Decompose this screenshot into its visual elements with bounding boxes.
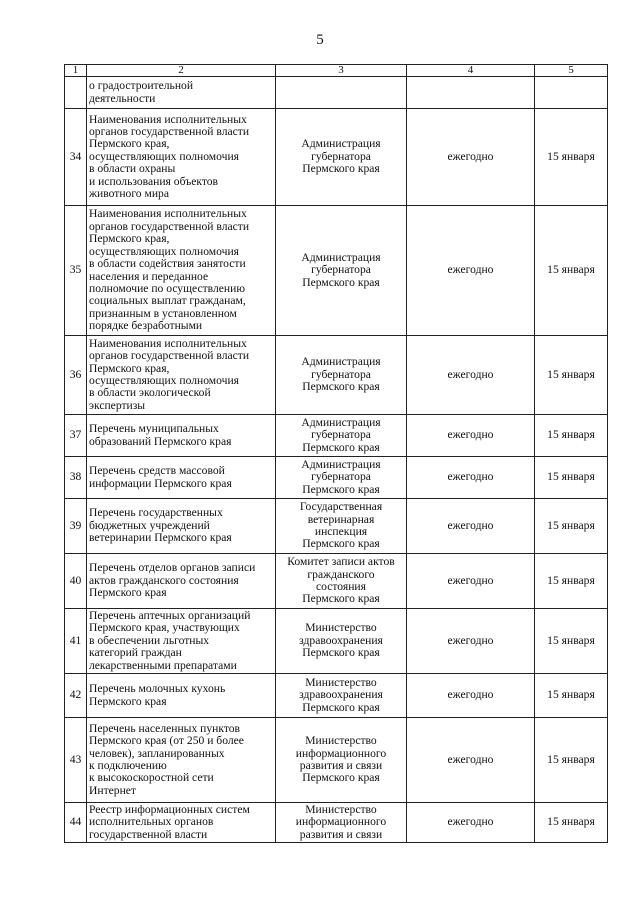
row-name	[87, 499, 276, 554]
row-deadline: 15 января	[535, 109, 608, 206]
row-name	[87, 554, 276, 609]
row-number: 35	[65, 206, 87, 336]
row-deadline: 15 января	[535, 674, 608, 718]
row-organization	[276, 499, 407, 554]
row-organization-line: Министерство	[305, 734, 377, 748]
row-frequency	[407, 77, 535, 109]
row-organization-line: Министерство	[305, 802, 377, 816]
row-organization-line: губернатора	[311, 367, 371, 381]
row-name-line: к высокоскоростной сети	[89, 771, 214, 785]
row-organization-line: Министерство	[305, 675, 377, 689]
row-name-line: Пермского края	[89, 694, 167, 708]
row-name-line: ветеринарии Пермского края	[89, 531, 232, 545]
row-deadline: 15 января	[535, 415, 608, 457]
row-name-line: в области содействия занятости	[89, 257, 246, 271]
row-name-line: Пермского края (от 250 и более	[89, 734, 244, 748]
row-organization-line: Комитет записи актов	[287, 555, 395, 569]
row-name-line: о градостроительной	[89, 79, 194, 93]
row-name	[87, 718, 276, 803]
row-name-line: Пермского края	[89, 586, 167, 600]
table-row	[65, 77, 608, 109]
row-deadline: 15 января	[535, 499, 608, 554]
header-col-5: 5	[535, 65, 608, 77]
row-organization-line: инспекция	[314, 525, 368, 538]
row-name-line: Пермского края,	[89, 361, 170, 375]
row-organization	[276, 609, 407, 674]
row-number: 37	[65, 415, 87, 457]
row-deadline: 15 января	[535, 206, 608, 336]
row-name-line: экспертизы	[89, 398, 146, 412]
row-organization	[276, 109, 407, 206]
row-frequency: ежегодно	[407, 803, 535, 843]
row-organization-line: состояния	[316, 580, 366, 593]
row-name-line: Пермского края, участвующих	[89, 621, 240, 635]
table-row	[65, 457, 608, 499]
table-row	[65, 554, 608, 609]
row-organization-line: Администрация	[301, 415, 381, 429]
row-name-line: признанным в установленном	[89, 306, 237, 320]
row-name	[87, 457, 276, 499]
row-name-line: человек), запланированных	[89, 746, 225, 760]
row-organization-line: здравоохранения	[299, 688, 383, 702]
row-organization	[276, 415, 407, 457]
row-number: 44	[65, 803, 87, 843]
row-name-line: Наименования исполнительных	[89, 207, 247, 221]
row-organization-line: Пермского края	[302, 162, 380, 176]
row-organization-line: Пермского края	[302, 771, 380, 785]
row-frequency: ежегодно	[407, 457, 535, 499]
row-name-line: и использования объектов	[89, 174, 219, 188]
row-organization-line: Пермского края	[302, 482, 380, 496]
table-header-row	[65, 65, 608, 77]
row-organization-line: Пермского края	[302, 592, 380, 606]
row-name-line: в области экологической	[89, 386, 211, 400]
row-name	[87, 674, 276, 718]
row-organization-line: Пермского края	[302, 646, 380, 660]
row-organization-line: Пермского края	[302, 700, 380, 714]
row-frequency: ежегодно	[407, 206, 535, 336]
table-row	[65, 803, 608, 843]
row-frequency: ежегодно	[407, 415, 535, 457]
table-row	[65, 674, 608, 718]
row-name-line: исполнительных органов	[89, 815, 214, 829]
row-name	[87, 609, 276, 674]
row-organization-line: информационного	[295, 746, 387, 760]
row-organization-line: губернатора	[311, 263, 371, 277]
table-row	[65, 206, 608, 336]
table-row	[65, 499, 608, 554]
row-number: 42	[65, 674, 87, 718]
row-organization-line: губернатора	[311, 149, 371, 163]
row-name-line: в области охраны	[89, 162, 176, 176]
header-col-2: 2	[87, 65, 276, 77]
row-name-line: Пермского края,	[89, 232, 170, 246]
row-organization-line: здравоохранения	[299, 633, 383, 647]
row-name	[87, 803, 276, 843]
row-number: 39	[65, 499, 87, 554]
row-name	[87, 109, 276, 206]
row-organization	[276, 77, 407, 109]
row-number: 34	[65, 109, 87, 206]
table-row	[65, 336, 608, 415]
row-organization-line: Пермского края	[302, 537, 380, 551]
row-organization	[276, 803, 407, 843]
row-name-line: Наименования исполнительных	[89, 336, 247, 350]
registry-table	[64, 64, 608, 843]
row-organization-line: гражданского	[307, 567, 375, 581]
page-number: 5	[316, 32, 324, 48]
row-organization-line: информационного	[295, 815, 387, 829]
row-name-line: Перечень молочных кухонь	[89, 682, 226, 696]
row-number: 41	[65, 609, 87, 674]
row-organization-line: развития и связи	[299, 827, 383, 841]
row-organization	[276, 457, 407, 499]
row-name-line: органов государственной власти	[89, 124, 250, 138]
row-organization-line: Пермского края	[302, 440, 380, 454]
header-col-4: 4	[407, 65, 535, 77]
row-name-line: органов государственной власти	[89, 349, 250, 363]
row-name-line: в обеспечении льготных	[89, 633, 210, 647]
row-name-line: к подключению	[89, 759, 167, 772]
row-deadline: 15 января	[535, 803, 608, 843]
row-organization	[276, 206, 407, 336]
row-number: 40	[65, 554, 87, 609]
row-deadline: 15 января	[535, 718, 608, 803]
row-organization-line: Государственная	[299, 500, 383, 514]
row-name-line: информации Пермского края	[89, 476, 232, 490]
table-body	[65, 77, 608, 843]
row-frequency: ежегодно	[407, 718, 535, 803]
row-number: 36	[65, 336, 87, 415]
row-organization-line: Пермского края	[302, 275, 380, 289]
row-frequency: ежегодно	[407, 336, 535, 415]
row-name-line: органов государственной власти	[89, 219, 250, 233]
row-number: 38	[65, 457, 87, 499]
row-name	[87, 336, 276, 415]
row-organization-line: губернатора	[311, 470, 371, 484]
row-organization-line: Пермского края	[302, 380, 380, 394]
row-name-line: осуществляющих полномочия	[89, 149, 239, 163]
table-row	[65, 718, 608, 803]
row-name-line: Перечень муниципальных	[89, 422, 219, 436]
row-organization-line: Администрация	[301, 250, 381, 264]
row-name-line: деятельности	[89, 91, 156, 105]
row-organization-line: развития и связи	[299, 759, 383, 772]
row-organization	[276, 718, 407, 803]
row-name	[87, 77, 276, 109]
row-name-line: порядке безработными	[89, 319, 203, 333]
row-name-line: Перечень отделов органов записи	[89, 561, 256, 575]
row-number	[65, 77, 87, 109]
row-name	[87, 415, 276, 457]
row-number: 43	[65, 718, 87, 803]
row-name-line: бюджетных учреждений	[89, 518, 210, 532]
row-name-line: Интернет	[89, 783, 137, 797]
row-organization	[276, 336, 407, 415]
row-name-line: полномочие по осуществлению	[89, 281, 246, 295]
row-deadline	[535, 77, 608, 109]
row-organization-line: Администрация	[301, 457, 381, 471]
row-organization-line: губернатора	[311, 428, 371, 442]
row-frequency: ежегодно	[407, 499, 535, 554]
row-name-line: государственной власти	[89, 827, 208, 841]
row-frequency: ежегодно	[407, 554, 535, 609]
row-frequency: ежегодно	[407, 109, 535, 206]
row-name-line: Пермского края,	[89, 137, 170, 151]
row-deadline: 15 января	[535, 336, 608, 415]
row-organization-line: Министерство	[305, 621, 377, 635]
row-name-line: лекарственными препаратами	[89, 658, 237, 672]
row-name-line: актов гражданского состояния	[89, 573, 239, 587]
row-name-line: Перечень средств массовой	[89, 464, 225, 478]
row-deadline: 15 января	[535, 609, 608, 674]
row-organization	[276, 674, 407, 718]
header-col-3: 3	[276, 65, 407, 77]
header-col-1: 1	[65, 65, 87, 77]
row-name-line: осуществляющих полномочия	[89, 244, 239, 258]
table-row	[65, 415, 608, 457]
row-name-line: Наименования исполнительных	[89, 112, 247, 126]
row-organization-line: Администрация	[301, 137, 381, 151]
row-name-line: Перечень населенных пунктов	[89, 721, 241, 735]
row-name-line: населения и переданное	[89, 269, 209, 283]
row-organization-line: ветеринарная	[307, 512, 375, 526]
row-organization	[276, 554, 407, 609]
row-name-line: Перечень государственных	[89, 506, 223, 520]
row-name-line: Реестр информационных систем	[89, 802, 250, 816]
row-name-line: животного мира	[89, 187, 169, 201]
row-organization-line: Администрация	[301, 355, 381, 369]
row-frequency: ежегодно	[407, 609, 535, 674]
row-deadline: 15 января	[535, 554, 608, 609]
row-name	[87, 206, 276, 336]
table-row	[65, 609, 608, 674]
row-name-line: осуществляющих полномочия	[89, 374, 239, 387]
row-name-line: социальных выплат гражданам,	[89, 294, 246, 308]
row-name-line: образований Пермского края	[89, 434, 232, 448]
row-name-line: Перечень аптечных организаций	[89, 608, 251, 622]
row-deadline: 15 января	[535, 457, 608, 499]
table-row	[65, 109, 608, 206]
row-name-line: категорий граждан	[89, 646, 182, 660]
row-frequency: ежегодно	[407, 674, 535, 718]
